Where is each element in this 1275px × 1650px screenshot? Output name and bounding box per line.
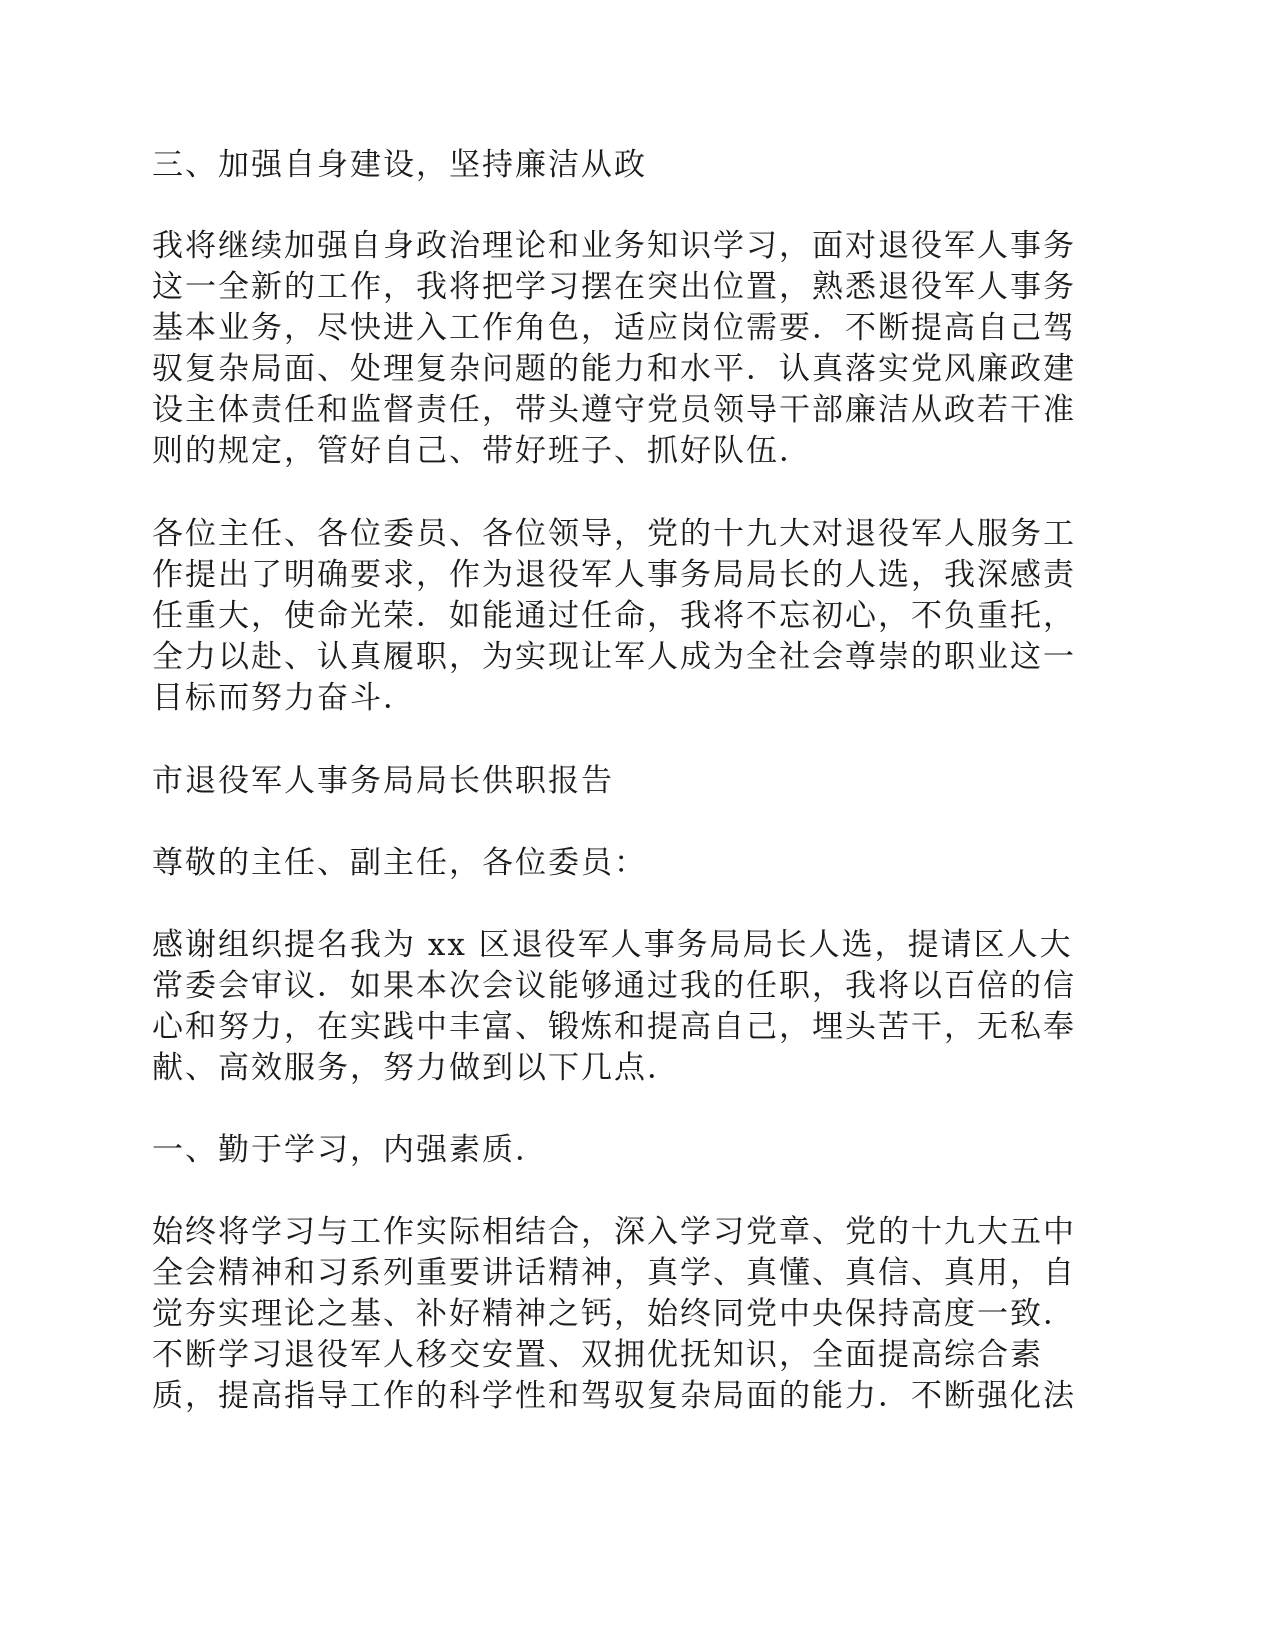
text-line: 心和努力，在实践中丰富、锻炼和提高自己，埋头苦干，无私奉: [152, 1009, 1076, 1045]
text-line: 献、高效服务，努力做到以下几点．: [152, 1050, 680, 1086]
paragraph-thanks: [152, 925, 1092, 1089]
text-line: 各位主任、各位委员、各位领导，党的十九大对退役军人服务工: [152, 516, 1076, 552]
text-line: 基本业务，尽快进入工作角色，适应岗位需要．不断提高自己驾: [152, 310, 1076, 346]
text-line: 一、勤于学习，内强素质．: [152, 1132, 548, 1168]
text-line: 不断学习退役军人移交安置、双拥优抚知识，全面提高综合素: [152, 1337, 1043, 1373]
text-line: 则的规定，管好自己、带好班子、抓好队伍．: [152, 433, 812, 469]
text-line: 我将继续加强自身政治理论和业务知识学习，面对退役军人事务: [152, 228, 1076, 264]
text-line: 目标而努力奋斗．: [152, 680, 416, 716]
salutation: [152, 843, 1092, 884]
text-line: 这一全新的工作，我将把学习摆在突出位置，熟悉退役军人事务: [152, 269, 1076, 305]
text-line: 尊敬的主任、副主任，各位委员：: [152, 845, 647, 881]
text-line: 驭复杂局面、处理复杂问题的能力和水平．认真落实党风廉政建: [152, 351, 1076, 387]
text-line: 三、加强自身建设，坚持廉洁从政: [152, 147, 647, 183]
text-line: 作提出了明确要求，作为退役军人事务局局长的人选，我深感责: [152, 557, 1076, 593]
heading-section-three: [152, 145, 1092, 186]
text-line: 始终将学习与工作实际相结合，深入学习党章、党的十九大五中: [152, 1214, 1076, 1250]
paragraph-closing-remarks: [152, 514, 1092, 719]
text-line: 觉夯实理论之基、补好精神之钙，始终同党中央保持高度一致．: [152, 1296, 1076, 1332]
text-line: 市退役军人事务局局长供职报告: [152, 763, 614, 799]
text-line: 质，提高指导工作的科学性和驾驭复杂局面的能力．不断强化法: [152, 1378, 1076, 1414]
text-line: 任重大，使命光荣．如能通过任命，我将不忘初心，不负重托，: [152, 598, 1076, 634]
text-line: 全力以赴、认真履职，为实现让军人成为全社会尊崇的职业这一: [152, 639, 1076, 675]
text-line: 常委会审议．如果本次会议能够通过我的任职，我将以百倍的信: [152, 968, 1076, 1004]
text-line: 全会精神和习系列重要讲话精神，真学、真懂、真信、真用，自: [152, 1255, 1076, 1291]
text-line: 感谢组织提名我为 xx 区退役军人事务局局长人选，提请区人大: [152, 927, 1073, 963]
paragraph-self-building: [152, 226, 1092, 472]
report-title: [152, 761, 1092, 802]
paragraph-study: [152, 1212, 1092, 1417]
text-line: 设主体责任和监督责任，带头遵守党员领导干部廉洁从政若干准: [152, 392, 1076, 428]
heading-section-one: [152, 1130, 1092, 1171]
